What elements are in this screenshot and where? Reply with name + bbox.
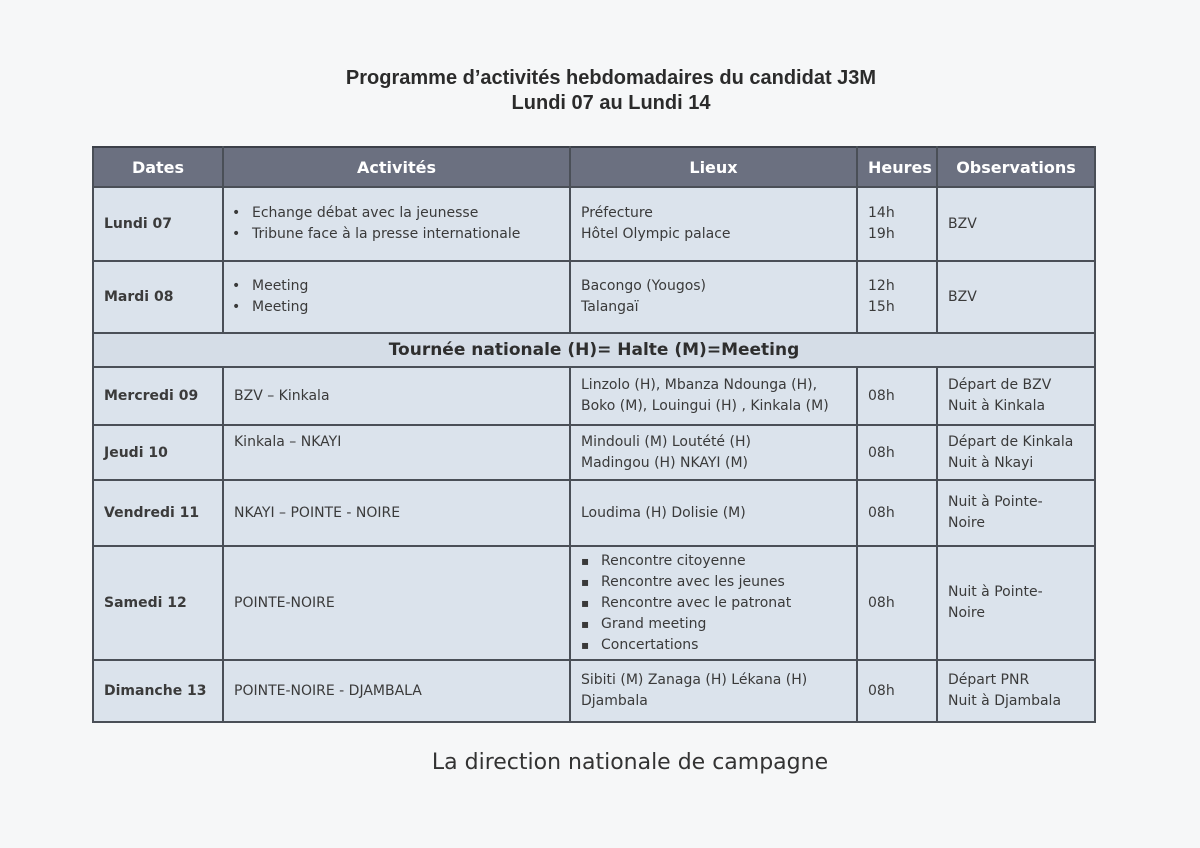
observation-item: Nuit à Nkayi — [948, 454, 1034, 471]
hours-cell: 08h — [857, 367, 937, 425]
observations-cell — [937, 660, 1095, 722]
places-cell — [570, 187, 857, 261]
header-dates: Dates — [93, 147, 223, 187]
tour-banner: Tournée nationale (H)= Halte (M)=Meeting — [93, 333, 1095, 367]
observations-cell — [937, 546, 1095, 660]
observations-cell — [937, 480, 1095, 546]
header-observations: Observations — [937, 147, 1095, 187]
table-row — [93, 367, 1095, 425]
activities-cell: POINTE-NOIRE - DJAMBALA — [223, 660, 570, 722]
place-item: ▪ Grand meeting — [581, 614, 846, 635]
activity-item: • Echange débat avec la jeunesse — [234, 203, 559, 224]
place-item: ▪ Rencontre avec les jeunes — [581, 572, 846, 593]
activities-cell: Kinkala – NKAYI — [223, 425, 570, 480]
observations-cell: BZV — [937, 261, 1095, 333]
hour-item: 12h — [868, 278, 895, 294]
table-row — [93, 660, 1095, 722]
places-cell: Loudima (H) Dolisie (M) — [570, 480, 857, 546]
places-cell — [570, 425, 857, 480]
hour-item: 15h — [868, 299, 895, 315]
observation-item: Nuit à Kinkala — [948, 398, 1046, 414]
observation-item: Nuit à Pointe- — [948, 494, 1043, 510]
date-cell: Samedi 12 — [93, 546, 223, 660]
hour-item: 14h — [868, 205, 895, 221]
activities-cell — [223, 187, 570, 261]
date-cell: Jeudi 10 — [93, 425, 223, 480]
document-title — [0, 66, 1200, 116]
hours-cell — [857, 187, 937, 261]
place-item: Sibiti (M) Zanaga (H) Lékana (H) — [581, 672, 808, 688]
place-item: Madingou (H) NKAYI (M) — [581, 454, 749, 471]
place-item: ▪ Rencontre avec le patronat — [581, 593, 846, 614]
places-cell — [570, 660, 857, 722]
hours-cell: 08h — [857, 480, 937, 546]
place-item: Hôtel Olympic palace — [581, 226, 731, 242]
table-header-row — [93, 147, 1095, 187]
hours-cell: 08h — [857, 425, 937, 480]
table-row — [93, 546, 1095, 660]
activities-cell: BZV – Kinkala — [223, 367, 570, 425]
header-activites: Activités — [223, 147, 570, 187]
date-cell: Dimanche 13 — [93, 660, 223, 722]
place-item: Talangaï — [581, 299, 639, 315]
table-row — [93, 187, 1095, 261]
place-item: Boko (M), Louingui (H) , Kinkala (M) — [581, 398, 829, 414]
place-item: Djambala — [581, 693, 648, 709]
observations-cell: BZV — [937, 187, 1095, 261]
hours-cell — [857, 261, 937, 333]
activity-item: • Tribune face à la presse internationale — [234, 224, 559, 245]
observations-cell — [937, 367, 1095, 425]
place-item: Bacongo (Yougos) — [581, 278, 707, 294]
places-cell — [570, 261, 857, 333]
observation-item: Noire — [948, 605, 985, 621]
activities-cell: POINTE-NOIRE — [223, 546, 570, 660]
places-cell — [570, 546, 857, 660]
schedule-table — [92, 146, 1096, 723]
observation-item: Noire — [948, 515, 985, 531]
table-row — [93, 261, 1095, 333]
place-item: Préfecture — [581, 205, 653, 221]
header-lieux: Lieux — [570, 147, 857, 187]
hours-cell: 08h — [857, 546, 937, 660]
activity-item: • Meeting — [234, 276, 559, 297]
place-item: ▪ Rencontre citoyenne — [581, 551, 846, 572]
date-cell: Mardi 08 — [93, 261, 223, 333]
date-cell: Lundi 07 — [93, 187, 223, 261]
observation-item: Nuit à Djambala — [948, 693, 1062, 709]
tour-banner-row — [93, 333, 1095, 367]
table-row — [93, 480, 1095, 546]
activities-cell: NKAYI – POINTE - NOIRE — [223, 480, 570, 546]
activity-item: • Meeting — [234, 297, 559, 318]
footer-signature: La direction nationale de campagne — [431, 750, 829, 775]
hour-item: 19h — [868, 226, 895, 242]
place-item: ▪ Concertations — [581, 635, 846, 656]
date-cell: Vendredi 11 — [93, 480, 223, 546]
places-cell — [570, 367, 857, 425]
observation-item: Départ PNR — [948, 672, 1030, 688]
place-item: Mindouli (M) Loutété (H) — [581, 433, 751, 450]
table-row — [93, 425, 1095, 480]
observation-item: Départ de BZV — [948, 377, 1052, 393]
hours-cell: 08h — [857, 660, 937, 722]
date-cell: Mercredi 09 — [93, 367, 223, 425]
observation-item: Départ de Kinkala — [948, 433, 1074, 450]
observation-item: Nuit à Pointe- — [948, 584, 1043, 600]
activities-cell — [223, 261, 570, 333]
title-line-2: Lundi 07 au Lundi 14 — [511, 92, 711, 114]
place-item: Linzolo (H), Mbanza Ndounga (H), — [581, 377, 818, 393]
header-heures: Heures — [857, 147, 937, 187]
title-line-1: Programme d’activités hebdomadaires du candidat J3M — [345, 67, 877, 89]
observations-cell — [937, 425, 1095, 480]
